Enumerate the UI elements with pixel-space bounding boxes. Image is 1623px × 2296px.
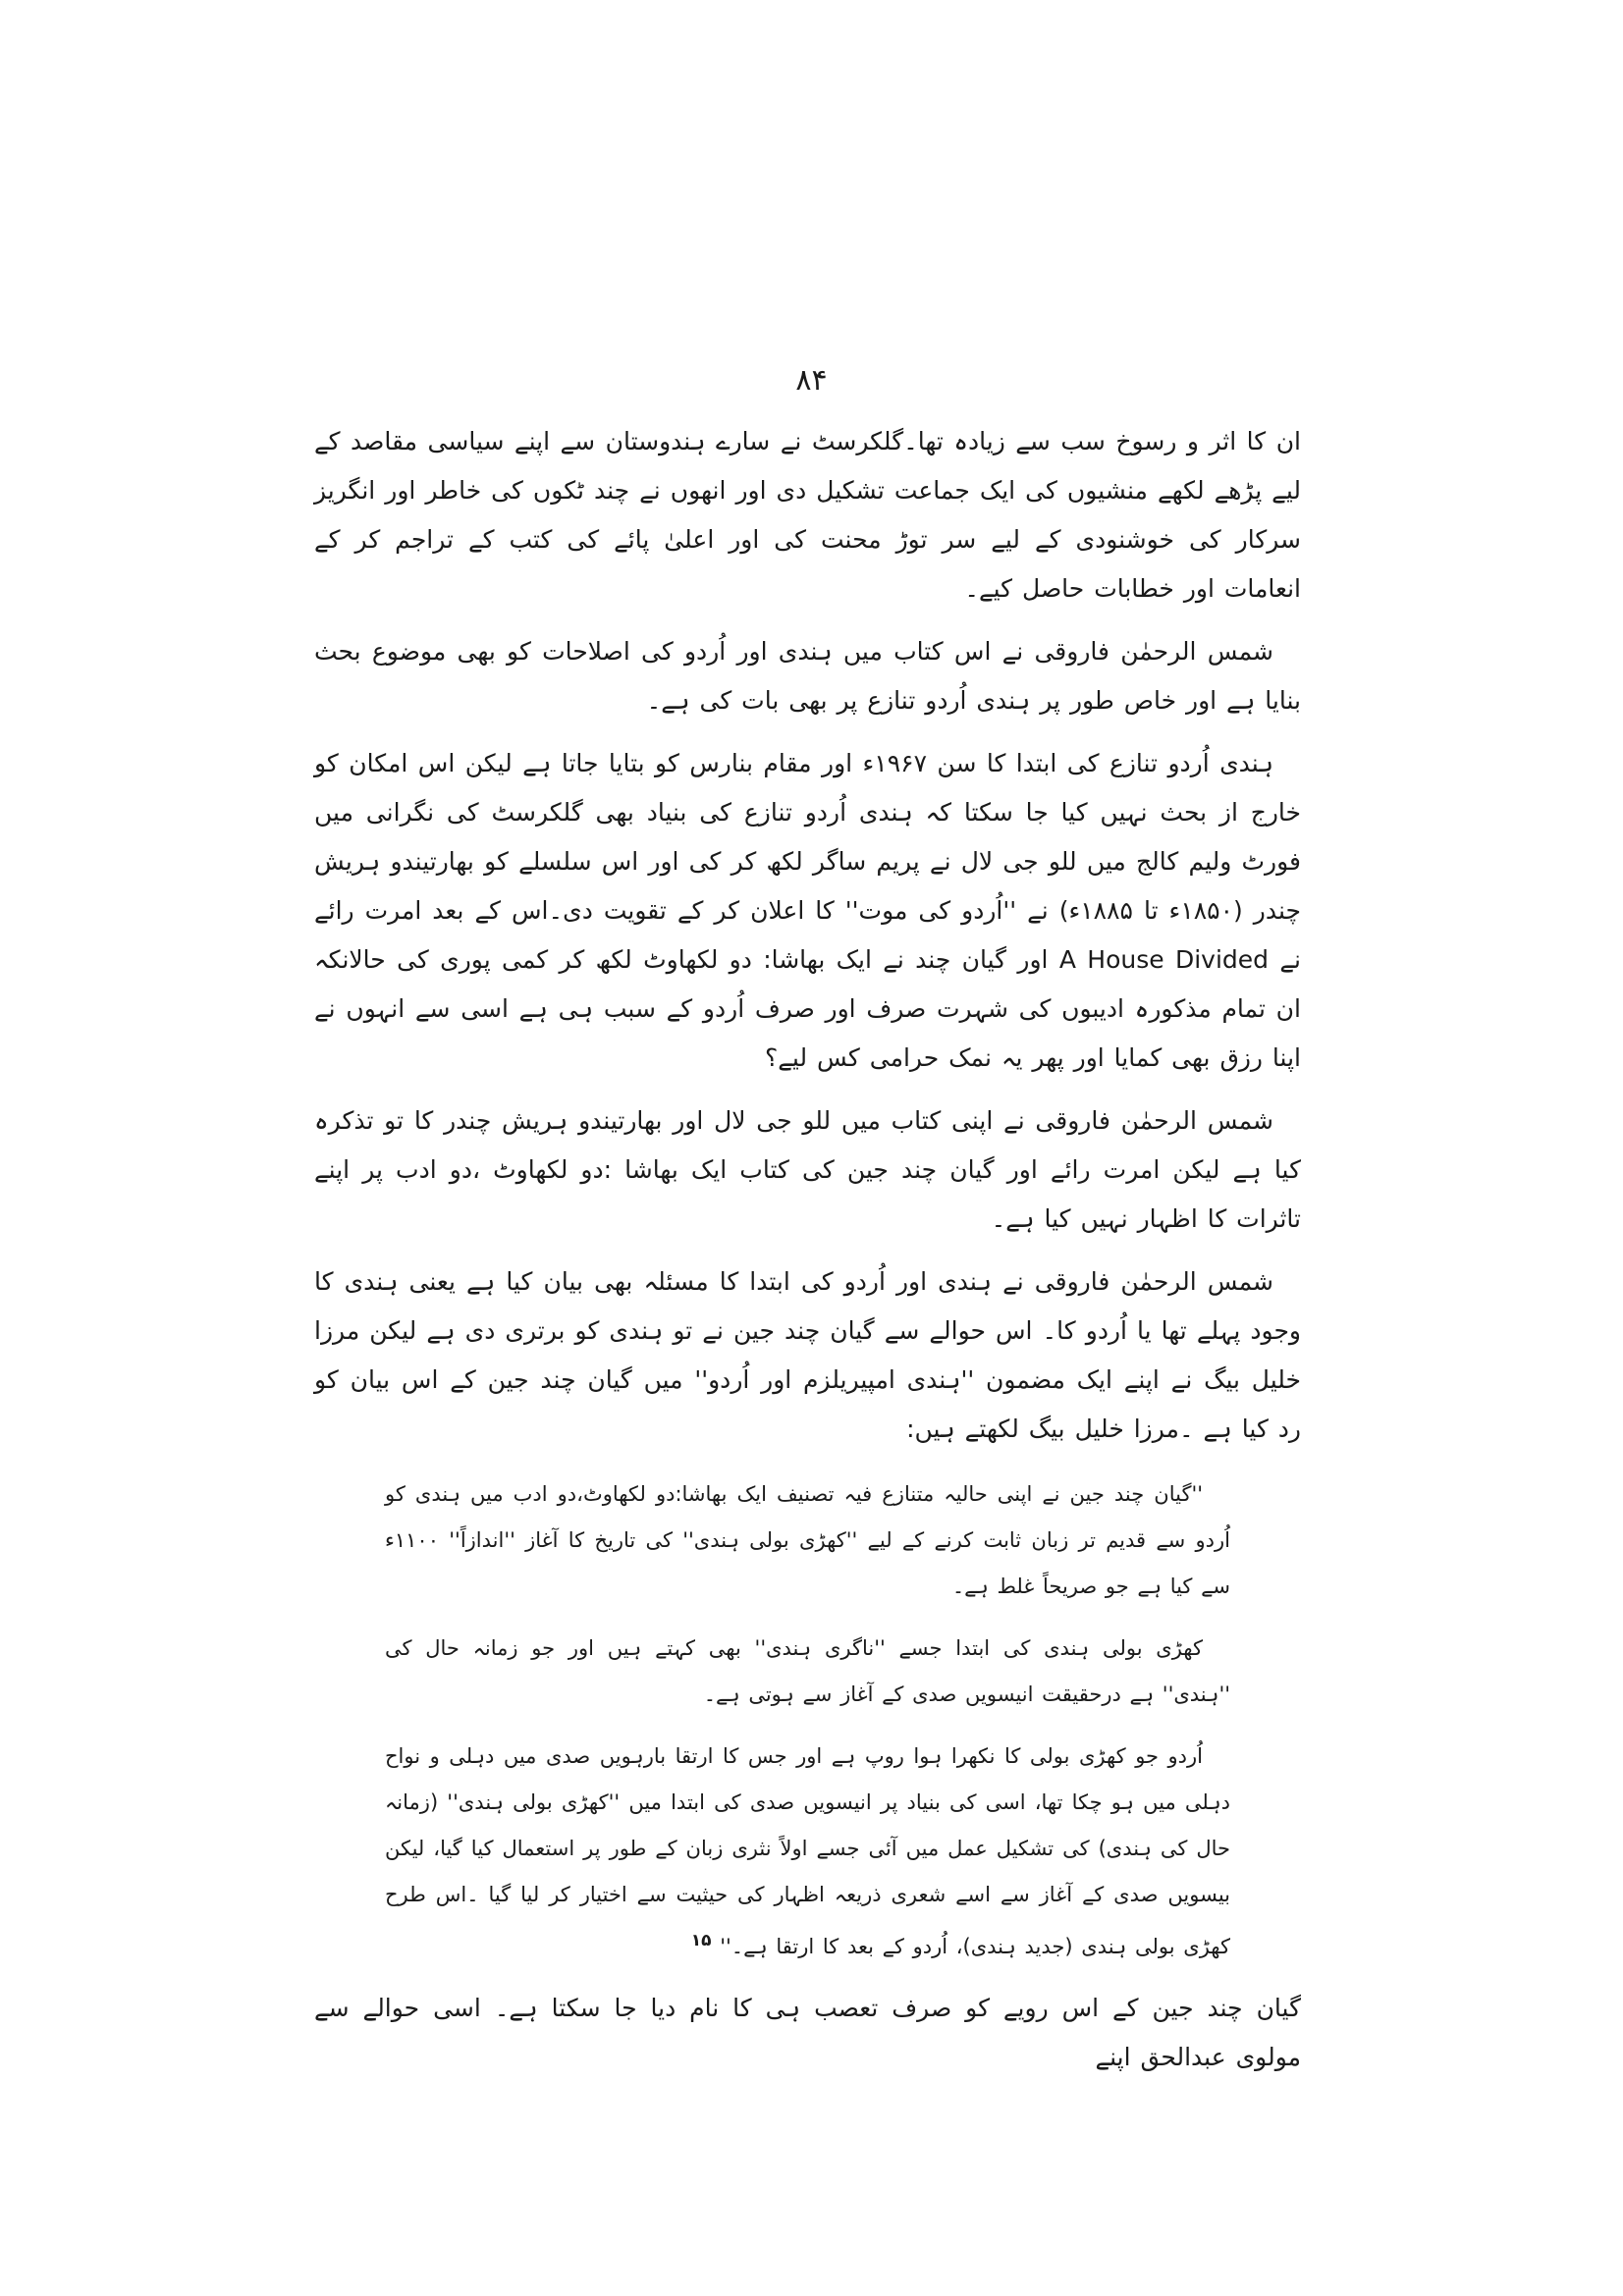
paragraph-faruqi-reforms: شمس الرحمٰن فاروقی نے اس کتاب میں ہندی اور اُردو کی اصلاحات کو بھی موضوع بحث بنایا ہے اور خاص طور پر ہندی اُردو تنازع پر بھی بات کی ہے۔ [314,637,1301,715]
paragraph-faruqi-book: شمس الرحمٰن فاروقی نے اپنی کتاب میں للو جی لال اور بھارتیندو ہریش چندر کا تو تذکرہ کیا ہے لیکن امرت رائے اور گیان چند جین کی کتاب ایک بھاشا :دو لکھاوٹ ،دو ادب پر اپنے تاثرات کا اظہار نہیں کیا ہے۔ [314,1106,1301,1233]
dispute-text-before: ہندی اُردو تنازع کی ابتدا کا سن ۱۹۶۷ء اور مقام بنارس کو بتایا جاتا ہے لیکن اس امکان کو خارج از بحث نہیں کیا جا سکتا کہ ہندی اُردو تنازع کی بنیاد بھی گلکرسٹ کی نگرانی میں فورٹ ولیم کالج میں للو جی لال نے پریم ساگر لکھ کر کی اور اس سلسلے کو بھارتیندو ہریش چندر (۱۸۵۰ء تا ۱۸۸۵ء) نے ''اُردو کی موت'' کا اعلان کر کے تقویت دی۔اس کے بعد امرت رائے نے [314,749,1302,974]
page-number: ۸۴ [795,363,828,398]
paragraph-hindi-urdu-dispute [314,739,1301,1083]
body-text [314,417,1301,2082]
book-title-a-house-divided: A House Divided [1058,945,1270,974]
quote-paragraph: ''گیان چند جین نے اپنی حالیہ متنازع فیہ تصنیف ایک بھاشا:دو لکھاوٹ،دو ادب میں ہندی کو اُردو سے قدیم تر زبان ثابت کرنے کے لیے ''کھڑی بولی ہندی'' کی تاریخ کا آغاز ''اندازاً'' ۱۱۰۰ء سے کیا ہے جو صریحاً غلط ہے۔ [385,1482,1230,1598]
quote-paragraph: کھڑی بولی ہندی کی ابتدا جسے ''ناگری ہندی'' بھی کہتے ہیں اور جو زمانہ حال کی ''ہندی'' ہے درحقیقت انیسویں صدی کے آغاز سے ہوتی ہے۔ [385,1636,1230,1706]
paragraph-origin-question: شمس الرحمٰن فاروقی نے ہندی اور اُردو کی ابتدا کا مسئلہ بھی بیان کیا ہے یعنی ہندی کا وجود پہلے تھا یا اُردو کا۔ اس حوالے سے گیان چند جین نے تو ہندی کو برتری دی ہے لیکن مرزا خلیل بیگ نے اپنے ایک مضمون ''ہندی امپیریلزم اور اُردو'' میں گیان چند جین کے اس بیان کو رد کیا ہے ۔مرزا خلیل بیگ لکھتے ہیں: [314,1267,1301,1443]
paragraph-gilchrist: ان کا اثر و رسوخ سب سے زیادہ تھا۔گلکرسٹ نے سارے ہندوستان سے اپنے سیاسی مقاصد کے لیے پڑھے لکھے منشیوں کی ایک جماعت تشکیل دی اور انھوں نے چند ٹکوں کی خاطر اور انگریز سرکار کی خوشنودی کے لیے سر توڑ محنت کی اور اعلیٰ پائے کی کتب کے تراجم کر کے انعامات اور خطابات حاصل کیے۔ [314,427,1301,603]
block-quote [385,1471,1230,1970]
quote-paragraph [385,1734,1230,1970]
paragraph-closing: گیان چند جین کے اس رویے کو صرف تعصب ہی کا نام دیا جا سکتا ہے۔ اسی حوالے سے مولوی عبدالحق اپنے [314,1994,1301,2071]
quote-text: اُردو جو کھڑی بولی کا نکھرا ہوا روپ ہے اور جس کا ارتقا بارہویں صدی میں دہلی و نواح دہلی میں ہو چکا تھا، اسی کی بنیاد پر انیسویں صدی کی ابتدا میں ''کھڑی بولی ہندی'' (زمانہ حال کی ہندی) کی تشکیل عمل میں آئی جسے اولاً نثری زبان کے طور پر استعمال کیا گیا، لیکن بیسویں صدی کے آغاز سے اسے شعری ذریعہ اظہار کی حیثیت سے اختیار کر لیا گیا ۔اس طرح کھڑی بولی ہندی (جدید ہندی)، اُردو کے بعد کا ارتقا ہے۔'' [385,1744,1230,1958]
dispute-text-after: اور گیان چند نے ایک بھاشا: دو لکھاوٹ لکھ کر کمی پوری کی حالانکہ ان تمام مذکورہ ادیبوں کی شہرت صرف اور صرف اُردو کے سبب ہی ہے اسی سے انہوں نے اپنا رزق بھی کمایا اور پھر یہ نمک حرامی کس لیے؟ [314,945,1301,1072]
footnote-marker: ۱۵ [690,1931,712,1950]
